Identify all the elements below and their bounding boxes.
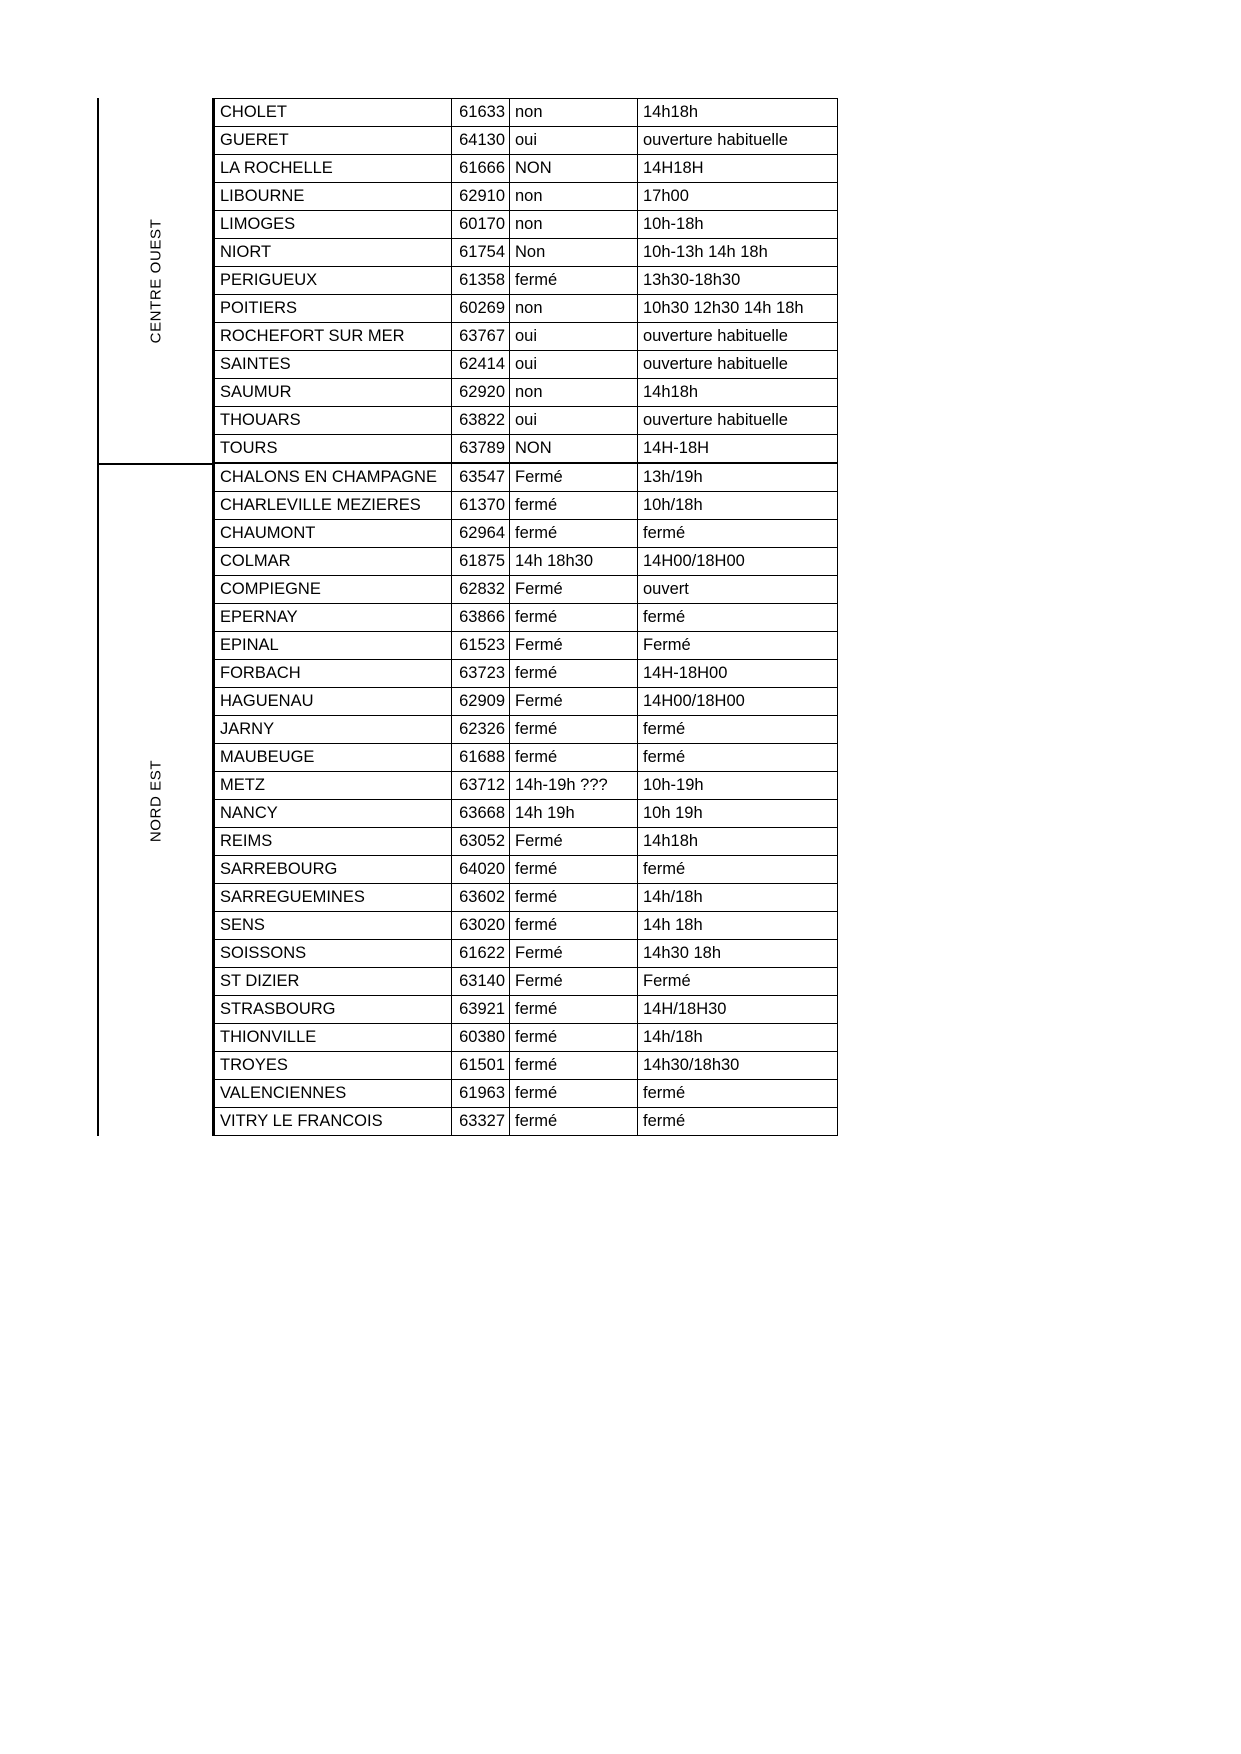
table-row <box>215 940 838 968</box>
cell-statut: fermé <box>510 1080 638 1108</box>
cell-horaires: 14H00/18H00 <box>638 688 838 716</box>
cell-city: REIMS <box>215 828 452 856</box>
cell-code: 62909 <box>452 688 510 716</box>
cell-statut: fermé <box>510 744 638 772</box>
cell-code: 63921 <box>452 996 510 1024</box>
cell-horaires: fermé <box>638 1108 838 1136</box>
cell-statut: fermé <box>510 492 638 520</box>
cell-city: ROCHEFORT SUR MER <box>215 323 452 351</box>
table-row <box>215 856 838 884</box>
cell-horaires: 13h30-18h30 <box>638 267 838 295</box>
cell-horaires: 10h30 12h30 14h 18h <box>638 295 838 323</box>
cell-city: GUERET <box>215 127 452 155</box>
cell-horaires: 14h18h <box>638 379 838 407</box>
cell-horaires: 10h-13h 14h 18h <box>638 239 838 267</box>
region-block <box>97 98 837 463</box>
table-row <box>215 99 838 127</box>
cell-city: COMPIEGNE <box>215 576 452 604</box>
region-label: CENTRE OUEST <box>147 218 164 343</box>
cell-statut: fermé <box>510 912 638 940</box>
table-row <box>215 548 838 576</box>
cell-statut: non <box>510 295 638 323</box>
cell-code: 61523 <box>452 632 510 660</box>
cell-code: 61622 <box>452 940 510 968</box>
cell-statut: fermé <box>510 1108 638 1136</box>
cell-city: METZ <box>215 772 452 800</box>
cell-statut: Fermé <box>510 464 638 492</box>
cell-code: 63767 <box>452 323 510 351</box>
table-row <box>215 1024 838 1052</box>
table-row <box>215 492 838 520</box>
cell-city: LIBOURNE <box>215 183 452 211</box>
cell-statut: Fermé <box>510 576 638 604</box>
cell-code: 62964 <box>452 520 510 548</box>
table-row <box>215 1052 838 1080</box>
cell-statut: fermé <box>510 856 638 884</box>
cell-horaires: ouverture habituelle <box>638 323 838 351</box>
cell-horaires: fermé <box>638 520 838 548</box>
cell-city: EPINAL <box>215 632 452 660</box>
cell-city: FORBACH <box>215 660 452 688</box>
table-row <box>215 912 838 940</box>
cell-code: 63020 <box>452 912 510 940</box>
cell-horaires: fermé <box>638 1080 838 1108</box>
cell-horaires: 14h30/18h30 <box>638 1052 838 1080</box>
table-row <box>215 800 838 828</box>
table-row <box>215 323 838 351</box>
region-data-table <box>214 463 838 1136</box>
cell-code: 60170 <box>452 211 510 239</box>
cell-city: JARNY <box>215 716 452 744</box>
cell-code: 64020 <box>452 856 510 884</box>
cell-horaires: 10h-19h <box>638 772 838 800</box>
region-table-sheet <box>97 98 837 1136</box>
cell-statut: non <box>510 183 638 211</box>
cell-code: 63602 <box>452 884 510 912</box>
cell-city: SARREBOURG <box>215 856 452 884</box>
cell-city: LA ROCHELLE <box>215 155 452 183</box>
table-row <box>215 716 838 744</box>
cell-statut: oui <box>510 127 638 155</box>
cell-statut: oui <box>510 407 638 435</box>
table-row <box>215 155 838 183</box>
cell-code: 60269 <box>452 295 510 323</box>
cell-city: ST DIZIER <box>215 968 452 996</box>
table-row <box>215 604 838 632</box>
cell-code: 62910 <box>452 183 510 211</box>
table-row <box>215 1080 838 1108</box>
cell-code: 63052 <box>452 828 510 856</box>
cell-city: THOUARS <box>215 407 452 435</box>
cell-horaires: 14h/18h <box>638 884 838 912</box>
cell-code: 63723 <box>452 660 510 688</box>
cell-code: 61370 <box>452 492 510 520</box>
cell-horaires: fermé <box>638 744 838 772</box>
cell-code: 63866 <box>452 604 510 632</box>
cell-city: CHOLET <box>215 99 452 127</box>
cell-horaires: 14h18h <box>638 828 838 856</box>
cell-horaires: fermé <box>638 856 838 884</box>
cell-horaires: 14H-18H00 <box>638 660 838 688</box>
cell-statut: NON <box>510 155 638 183</box>
table-row <box>215 632 838 660</box>
cell-city: COLMAR <box>215 548 452 576</box>
cell-horaires: fermé <box>638 604 838 632</box>
cell-code: 62326 <box>452 716 510 744</box>
cell-horaires: 10h/18h <box>638 492 838 520</box>
cell-code: 61666 <box>452 155 510 183</box>
table-row <box>215 576 838 604</box>
table-row <box>215 1108 838 1136</box>
cell-statut: oui <box>510 351 638 379</box>
cell-statut: fermé <box>510 660 638 688</box>
table-row <box>215 744 838 772</box>
cell-city: SOISSONS <box>215 940 452 968</box>
cell-statut: NON <box>510 435 638 463</box>
cell-statut: fermé <box>510 884 638 912</box>
cell-city: VITRY LE FRANCOIS <box>215 1108 452 1136</box>
cell-horaires: Fermé <box>638 632 838 660</box>
cell-horaires: 14H/18H30 <box>638 996 838 1024</box>
cell-statut: oui <box>510 323 638 351</box>
cell-horaires: 14H00/18H00 <box>638 548 838 576</box>
cell-horaires: fermé <box>638 716 838 744</box>
cell-code: 61963 <box>452 1080 510 1108</box>
cell-statut: fermé <box>510 1052 638 1080</box>
cell-code: 63327 <box>452 1108 510 1136</box>
region-data-table <box>214 98 838 463</box>
table-row <box>215 968 838 996</box>
table-row <box>215 295 838 323</box>
cell-statut: fermé <box>510 267 638 295</box>
cell-statut: Fermé <box>510 940 638 968</box>
cell-code: 61754 <box>452 239 510 267</box>
cell-city: CHARLEVILLE MEZIERES <box>215 492 452 520</box>
table-row <box>215 267 838 295</box>
cell-statut: Fermé <box>510 632 638 660</box>
table-row <box>215 407 838 435</box>
table-row <box>215 660 838 688</box>
table-row <box>215 211 838 239</box>
cell-code: 63668 <box>452 800 510 828</box>
cell-code: 63712 <box>452 772 510 800</box>
cell-code: 61501 <box>452 1052 510 1080</box>
cell-city: PERIGUEUX <box>215 267 452 295</box>
region-block <box>97 463 837 1136</box>
cell-statut: fermé <box>510 996 638 1024</box>
cell-horaires: 14h18h <box>638 99 838 127</box>
table-row <box>215 239 838 267</box>
table-row <box>215 520 838 548</box>
cell-city: MAUBEUGE <box>215 744 452 772</box>
cell-horaires: Fermé <box>638 968 838 996</box>
cell-horaires: ouverture habituelle <box>638 407 838 435</box>
cell-horaires: 10h-18h <box>638 211 838 239</box>
cell-code: 63140 <box>452 968 510 996</box>
cell-statut: Fermé <box>510 968 638 996</box>
cell-city: STRASBOURG <box>215 996 452 1024</box>
cell-statut: 14h 18h30 <box>510 548 638 576</box>
cell-horaires: ouvert <box>638 576 838 604</box>
cell-horaires: 13h/19h <box>638 464 838 492</box>
cell-statut: fermé <box>510 716 638 744</box>
cell-statut: non <box>510 379 638 407</box>
cell-city: THIONVILLE <box>215 1024 452 1052</box>
cell-statut: Fermé <box>510 688 638 716</box>
cell-statut: 14h-19h ??? <box>510 772 638 800</box>
table-row <box>215 884 838 912</box>
cell-city: TROYES <box>215 1052 452 1080</box>
table-row <box>215 772 838 800</box>
region-label-cell <box>97 463 214 1136</box>
cell-city: LIMOGES <box>215 211 452 239</box>
cell-horaires: ouverture habituelle <box>638 351 838 379</box>
cell-code: 62832 <box>452 576 510 604</box>
cell-city: NANCY <box>215 800 452 828</box>
cell-statut: Non <box>510 239 638 267</box>
cell-code: 62920 <box>452 379 510 407</box>
cell-city: EPERNAY <box>215 604 452 632</box>
cell-city: HAGUENAU <box>215 688 452 716</box>
cell-horaires: 10h 19h <box>638 800 838 828</box>
cell-statut: fermé <box>510 520 638 548</box>
cell-city: SAINTES <box>215 351 452 379</box>
table-row <box>215 379 838 407</box>
table-row <box>215 996 838 1024</box>
table-row <box>215 127 838 155</box>
table-row <box>215 435 838 463</box>
cell-statut: 14h 19h <box>510 800 638 828</box>
table-row <box>215 688 838 716</box>
cell-code: 61633 <box>452 99 510 127</box>
cell-code: 63547 <box>452 464 510 492</box>
cell-horaires: 14h30 18h <box>638 940 838 968</box>
table-row <box>215 828 838 856</box>
cell-code: 64130 <box>452 127 510 155</box>
table-row <box>215 183 838 211</box>
cell-statut: Fermé <box>510 828 638 856</box>
table-row <box>215 464 838 492</box>
cell-code: 61358 <box>452 267 510 295</box>
cell-horaires: 14h/18h <box>638 1024 838 1052</box>
cell-statut: non <box>510 211 638 239</box>
cell-horaires: ouverture habituelle <box>638 127 838 155</box>
region-label-cell <box>97 98 214 463</box>
cell-code: 61875 <box>452 548 510 576</box>
cell-city: CHAUMONT <box>215 520 452 548</box>
cell-city: SARREGUEMINES <box>215 884 452 912</box>
cell-statut: fermé <box>510 1024 638 1052</box>
cell-statut: non <box>510 99 638 127</box>
cell-horaires: 14h 18h <box>638 912 838 940</box>
cell-city: NIORT <box>215 239 452 267</box>
cell-city: POITIERS <box>215 295 452 323</box>
cell-city: CHALONS EN CHAMPAGNE <box>215 464 452 492</box>
cell-horaires: 14H-18H <box>638 435 838 463</box>
cell-city: VALENCIENNES <box>215 1080 452 1108</box>
cell-city: SAUMUR <box>215 379 452 407</box>
cell-code: 60380 <box>452 1024 510 1052</box>
cell-code: 62414 <box>452 351 510 379</box>
cell-code: 63789 <box>452 435 510 463</box>
cell-code: 61688 <box>452 744 510 772</box>
cell-code: 63822 <box>452 407 510 435</box>
cell-horaires: 17h00 <box>638 183 838 211</box>
cell-city: SENS <box>215 912 452 940</box>
cell-statut: fermé <box>510 604 638 632</box>
cell-horaires: 14H18H <box>638 155 838 183</box>
cell-city: TOURS <box>215 435 452 463</box>
region-label: NORD EST <box>147 759 164 842</box>
table-row <box>215 351 838 379</box>
